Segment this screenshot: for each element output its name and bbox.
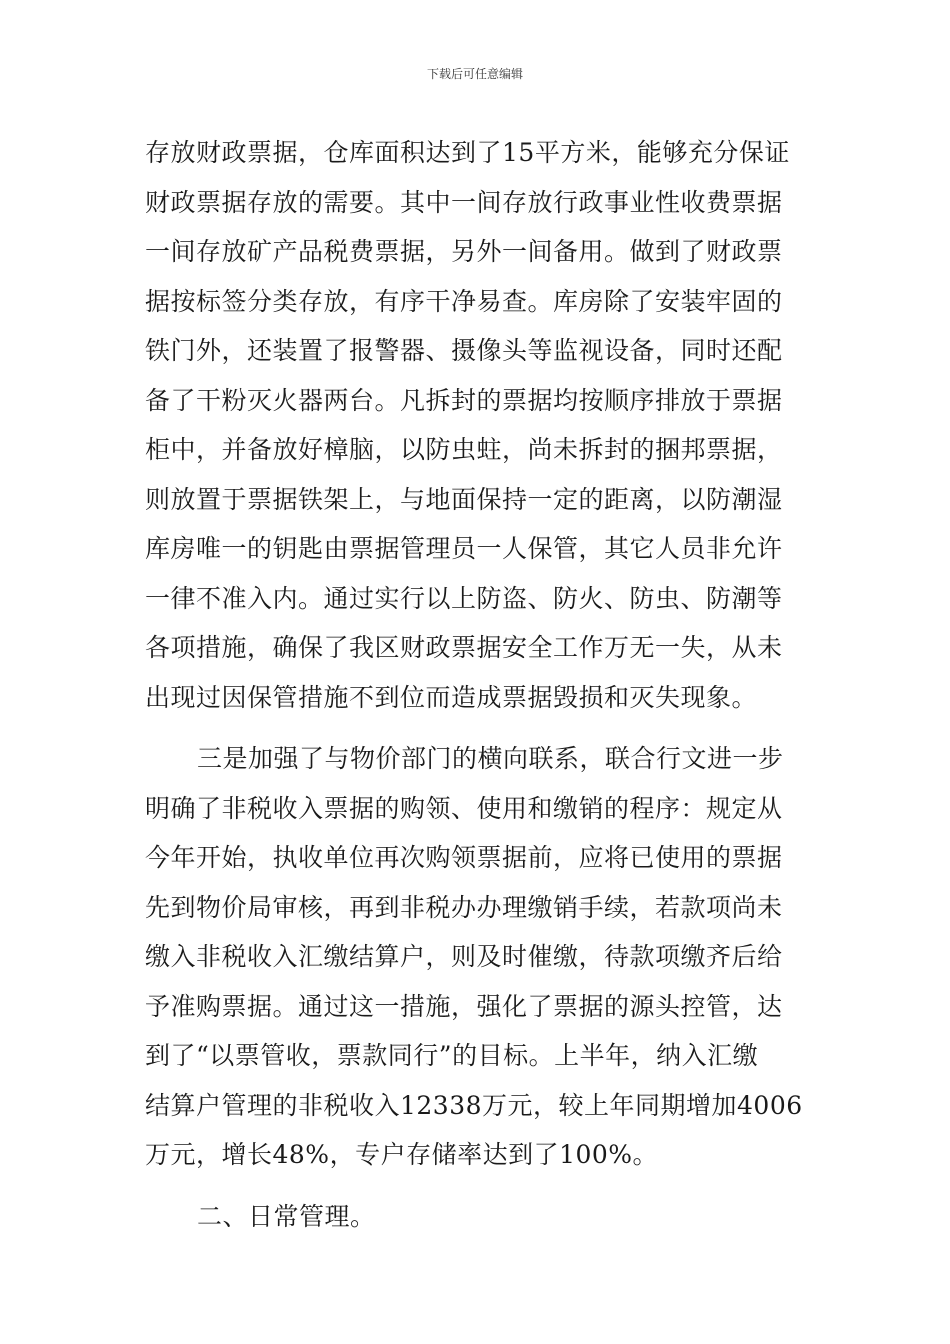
- text-line: 备了干粉灭火器两台。凡拆封的票据均按顺序排放于票据: [145, 385, 783, 415]
- text-line: 先到物价局审核，再到非税办办理缴销手续，若款项尚未: [145, 892, 783, 922]
- paragraph-price-coordination: [145, 734, 815, 1180]
- text-line: 到了“以票管收，票款同行”的目标。上半年，纳入汇缴: [145, 1041, 759, 1070]
- paragraph-gap: [145, 722, 815, 734]
- text-line: 库房唯一的钥匙由票据管理员一人保管，其它人员非允许: [145, 534, 783, 563]
- text-line: 缴入非税收入汇缴结算户，则及时催缴，待款项缴齐后给: [145, 942, 783, 971]
- document-body: [145, 128, 815, 1241]
- text-line: 明确了非税收入票据的购领、使用和缴销的程序：规定从: [145, 793, 783, 823]
- text-line: 今年开始，执收单位再次购领票据前，应将已使用的票据: [145, 843, 783, 872]
- text-line: 结算户管理的非税收入12338万元，较上年同期增加4006: [145, 1090, 803, 1120]
- text-line: 据按标签分类存放，有序干净易查。库房除了安装牢固的: [145, 286, 783, 316]
- paragraph-storage: [145, 128, 815, 722]
- text-line: 则放置于票据铁架上，与地面保持一定的距离，以防潮湿: [145, 484, 783, 514]
- text-line: 一律不准入内。通过实行以上防盗、防火、防虫、防潮等: [145, 583, 783, 613]
- text-line: 存放财政票据，仓库面积达到了15平方米，能够充分保证: [145, 138, 790, 167]
- header-note: 下载后可任意编辑: [426, 67, 523, 81]
- text-line: 一间存放矿产品税费票据，另外一间备用。做到了财政票: [145, 237, 783, 266]
- paragraph-gap: [145, 1180, 815, 1192]
- text-line: 万元，增长48%，专户存储率达到了100%。: [145, 1140, 659, 1169]
- text-line: 各项措施，确保了我区财政票据安全工作万无一失，从未: [145, 633, 783, 662]
- text-line: 予准购票据。通过这一措施，强化了票据的源头控管，达: [145, 991, 783, 1021]
- text-line: 财政票据存放的需要。其中一间存放行政事业性收费票据: [145, 187, 783, 217]
- section-heading: 二、日常管理。: [197, 1201, 376, 1231]
- text-line: 铁门外，还装置了报警器、摄像头等监视设备，同时还配: [145, 336, 783, 365]
- text-line: 出现过因保管措施不到位而造成票据毁损和灭失现象。: [145, 682, 758, 712]
- text-line: 柜中，并备放好樟脑，以防虫蛀，尚未拆封的捆邦票据，: [145, 435, 783, 464]
- text-line: 三是加强了与物价部门的横向联系，联合行文进一步: [197, 744, 784, 773]
